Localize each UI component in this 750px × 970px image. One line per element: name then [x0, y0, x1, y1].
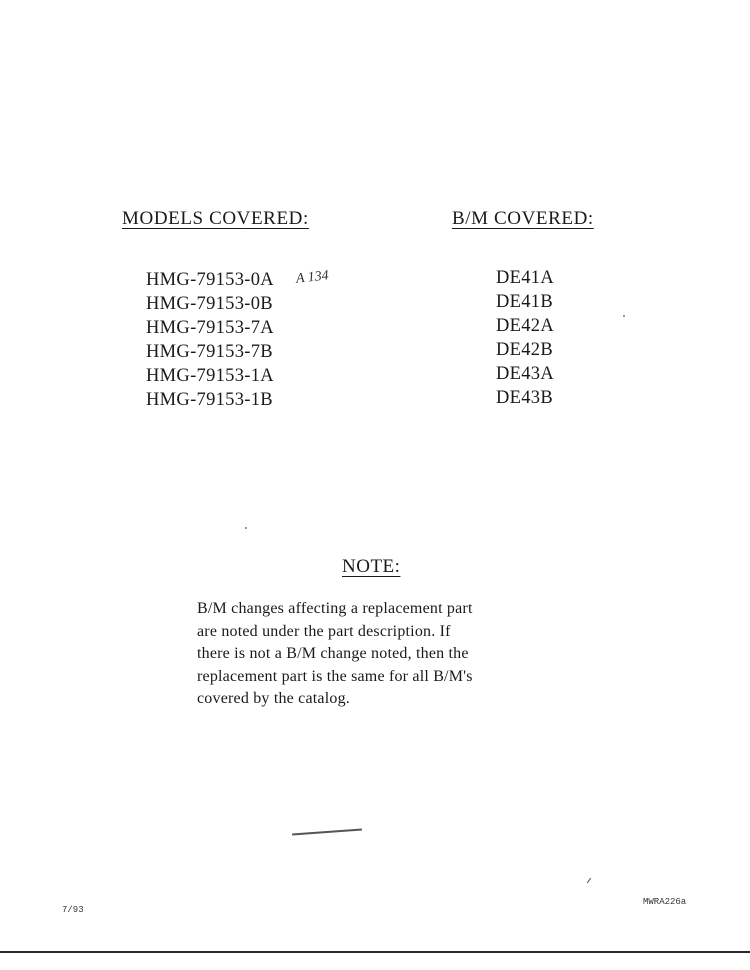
- models-list: [146, 268, 274, 412]
- bm-list: [496, 266, 554, 410]
- scan-mark: [292, 829, 362, 835]
- models-covered-heading: MODELS COVERED:: [122, 208, 309, 229]
- bm-item: DE43B: [496, 388, 553, 408]
- bm-item: DE43A: [496, 364, 555, 384]
- model-item: HMG-79153-1A: [146, 366, 274, 386]
- scan-speck: [623, 315, 625, 317]
- scan-speck: [245, 527, 247, 529]
- model-item: HMG-79153-7B: [146, 342, 273, 362]
- note-title: NOTE:: [342, 556, 401, 577]
- note-line: replacement part is the same for all B/M's: [197, 667, 473, 685]
- note-line: covered by the catalog.: [197, 690, 350, 707]
- model-item: HMG-79153-7A: [146, 318, 274, 338]
- bm-item: DE41B: [496, 292, 553, 312]
- model-item: HMG-79153-0B: [146, 294, 273, 314]
- model-item: HMG-79153-1B: [146, 390, 273, 410]
- bm-item: DE42A: [496, 316, 555, 336]
- note-line: B/M changes affecting a replacement part: [197, 600, 473, 617]
- note-line: are noted under the part description. If: [197, 622, 451, 640]
- scan-mark: [587, 878, 591, 883]
- bm-covered-heading: B/M COVERED:: [452, 208, 594, 229]
- footer-date: 7/93: [62, 905, 84, 915]
- handwritten-annotation: A 134: [295, 268, 330, 287]
- bm-item: DE41A: [496, 268, 555, 288]
- model-item: HMG-79153-0A: [146, 270, 274, 290]
- bm-item: DE42B: [496, 340, 553, 360]
- note-line: there is not a B/M change noted, then the: [197, 645, 469, 662]
- note-body: [197, 598, 557, 711]
- footer-code: MWRA226a: [643, 897, 687, 907]
- scan-edge-line: [0, 951, 750, 953]
